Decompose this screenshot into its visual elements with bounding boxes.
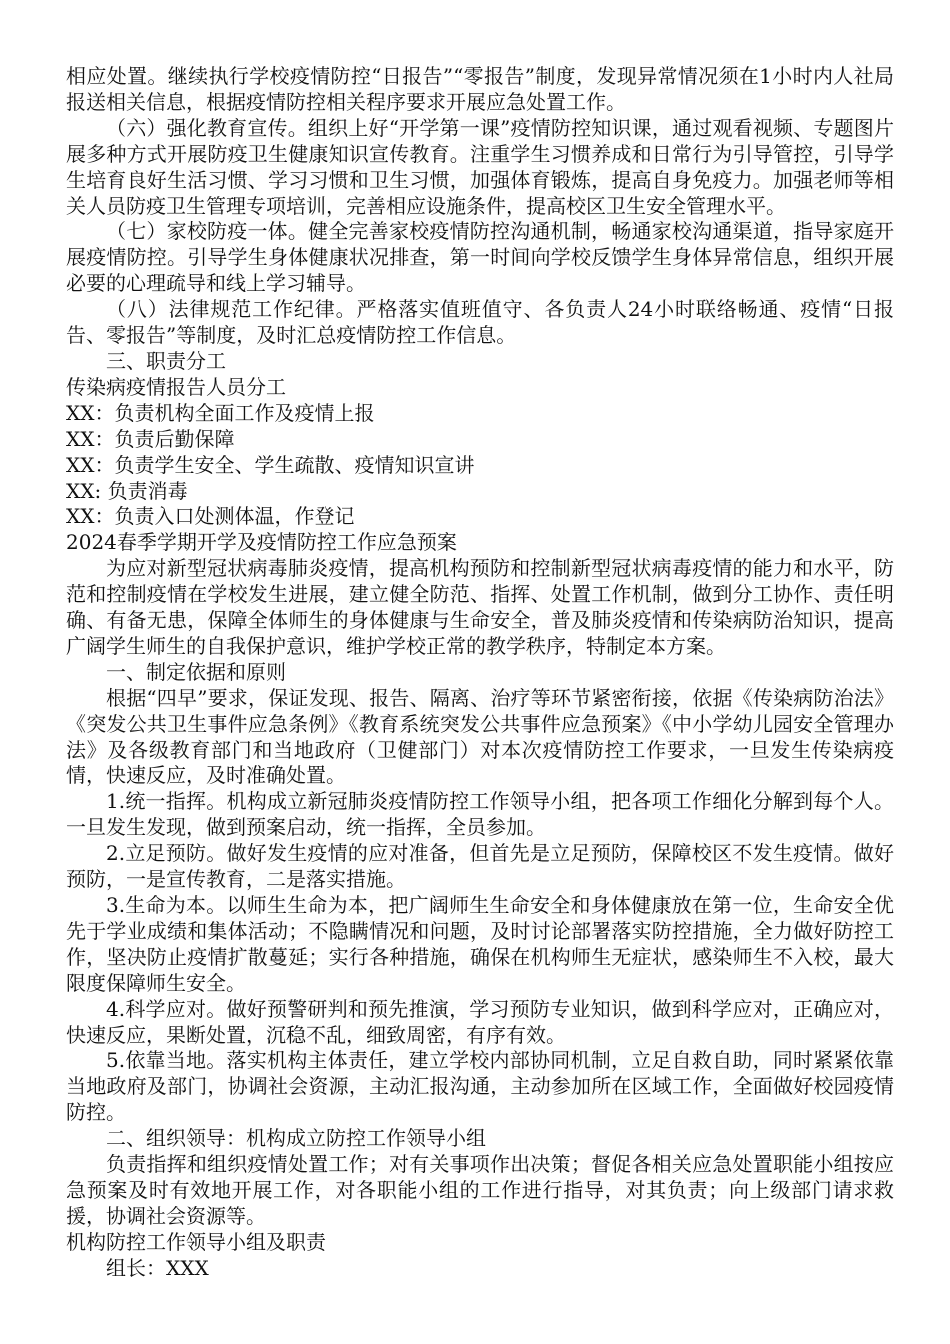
duty-line: XX：负责机构全面工作及疫情上报: [66, 400, 375, 425]
document-title: 2024春季学期开学及疫情防控工作应急预案: [66, 530, 457, 555]
section-heading-basis: 一、制定依据和原则: [106, 659, 286, 684]
paragraph-leadership-duties: 负责指挥和组织疫情处置工作；对有关事项作出决策；督促各相关应急处置职能小组按应急预案及时有效地开展工作，对各职能小组的工作进行指导，对其负责；向上级部门请求救援，协调社会资源等。: [66, 1152, 894, 1228]
paragraph-discipline: （八）法律规范工作纪律。严格落实值班值守、各负责人24小时联络畅通、疫情“日报告、零报告”等制度，及时汇总疫情防控工作信息。: [66, 297, 894, 348]
duty-line: XX: 负责消毒: [66, 478, 188, 503]
paragraph-home-school: （七）家校防疫一体。健全完善家校疫情防控沟通机制，畅通家校沟通渠道，指导家庭开展疫情防控。引导学生身体健康状况排查，第一时间向学校反馈学生身体异常信息，组织开展必要的心理疏导和线上学习辅导。: [66, 219, 894, 296]
document-page: [66, 64, 894, 1282]
paragraph-basis: 根据“四早”要求，保证发现、报告、隔离、治疗等环节紧密衔接，依据《传染病防治法》《突发公共卫生事件应急条例》《教育系统突发公共事件应急预案》《中小学幼儿园安全管理办法》及各级教育部门和当地政府（卫健部门）对本次疫情防控工作要求，一旦发生传染病疫情，快速反应，及时准确处置。: [66, 685, 894, 788]
duty-line: XX：负责学生安全、学生疏散、疫情知识宣讲: [66, 452, 475, 477]
section-heading-duties: 三、职责分工: [106, 348, 226, 373]
duty-line: XX：负责后勤保障: [66, 426, 235, 451]
principle-item: 4.科学应对。做好预警研判和预先推演，学习预防专业知识，做到科学应对，正确应对，快速反应，果断处置，沉稳不乱，细致周密，有序有效。: [66, 996, 894, 1047]
subheading-reporters: 传染病疫情报告人员分工: [66, 374, 286, 399]
section-heading-leadership: 二、组织领导：机构成立防控工作领导小组: [106, 1126, 486, 1151]
paragraph-intro: 为应对新型冠状病毒肺炎疫情，提高机构预防和控制新型冠状病毒疫情的能力和水平，防范和控制疫情在学校发生进展，建立健全防范、指挥、处置工作机制，做到分工协作、责任明确、有备无患，保障全体师生的身体健康与生命安全，普及肺炎疫情和传染病防治知识，提高广阔学生师生的自我保护意识，维护学校正常的教学秩序，特制定本方案。: [66, 556, 894, 658]
principle-item: 1.统一指挥。机构成立新冠肺炎疫情防控工作领导小组，把各项工作细化分解到每个人。一旦发生发现，做到预案启动，统一指挥，全员参加。: [66, 789, 894, 840]
subheading-leadership-group: 机构防控工作领导小组及职责: [66, 1229, 326, 1254]
duty-line: XX：负责入口处测体温，作登记: [66, 504, 355, 529]
paragraph-continuation: 相应处置。继续执行学校疫情防控“日报告”“零报告”制度，发现异常情况须在1小时内人社局报送相关信息，根据疫情防控相关程序要求开展应急处置工作。: [66, 64, 894, 114]
paragraph-education-promotion: （六）强化教育宣传。组织上好“开学第一课”疫情防控知识课，通过观看视频、专题图片展多种方式开展防疫卫生健康知识宣传教育。注重学生习惯养成和日常行为引导管控，引导学生培育良好生活习惯、学习习惯和卫生习惯，加强体育锻炼，提高自身免疫力。加强老师等相关人员防疫卫生管理专项培训，完善相应设施条件，提高校区卫生安全管理水平。: [66, 115, 894, 218]
principle-item: 3.生命为本。以师生生命为本，把广阔师生生命安全和身体健康放在第一位，生命安全优先于学业成绩和集体活动；不隐瞒情况和问题，及时讨论部署落实防控措施，全力做好防控工作，坚决防止疫情扩散蔓延；实行各种措施，确保在机构师生无症状，感染师生不入校，最大限度保障师生安全。: [66, 893, 894, 995]
group-leader-line: 组长：XXX: [106, 1255, 209, 1280]
principle-item: 2.立足预防。做好发生疫情的应对准备，但首先是立足预防，保障校区不发生疫情。做好预防，一是宣传教育，二是落实措施。: [66, 841, 894, 892]
principle-item: 5.依靠当地。落实机构主体责任，建立学校内部协同机制，立足自救自助，同时紧紧依靠当地政府及部门，协调社会资源，主动汇报沟通，主动参加所在区域工作，全面做好校园疫情防控。: [66, 1048, 894, 1125]
